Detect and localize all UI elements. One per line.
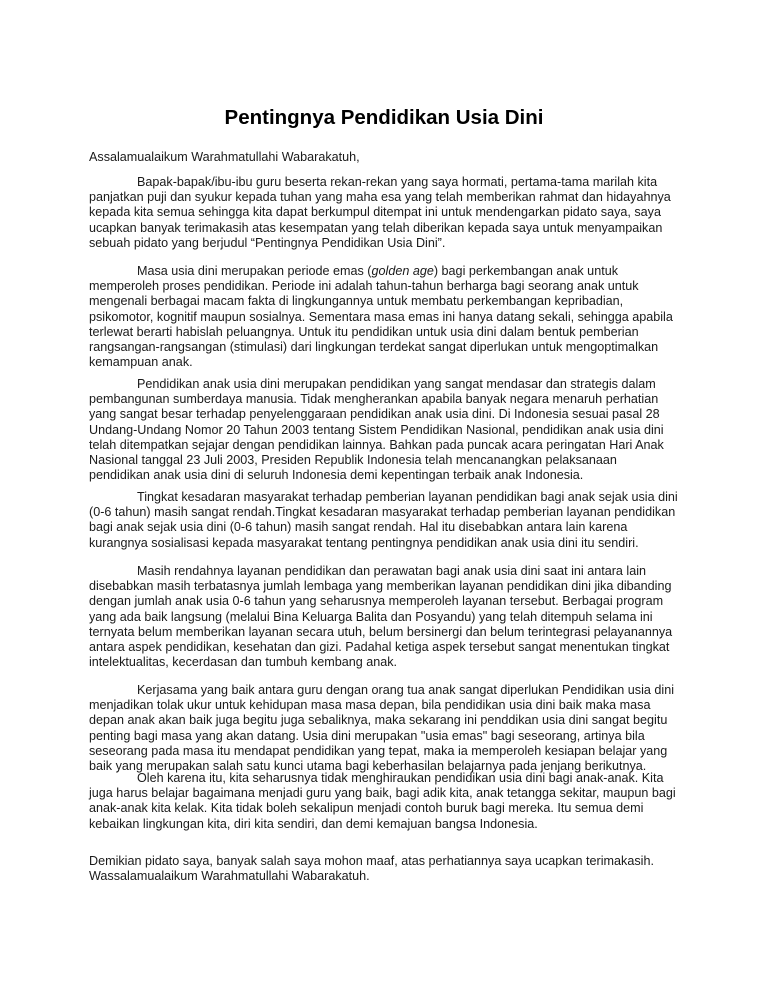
paragraph-line: antara aspek pendidikan, kesehatan dan gizi. Padahal ketiga aspek tersebut sangat menentukan tingkat bbox=[89, 639, 670, 654]
paragraph-line: yang ada baik langsung (melalui Bina Keluarga Balita dan Posyandu) yang telah ditempuh selama ini bbox=[89, 609, 653, 624]
paragraph-line: baik yang merupakan salah satu kunci utama bagi keberhasilan belajarnya pada jenjang berikutnya. bbox=[89, 758, 647, 773]
paragraph-line: bagi anak sejak usia dini (0-6 tahun) masih sangat rendah. Hal itu disebabkan antara lain karena bbox=[89, 520, 628, 535]
paragraph-line bbox=[89, 264, 709, 279]
paragraph-7 bbox=[89, 771, 709, 832]
paragraph-line: ucapkan banyak terimakasih atas kesempatan yang telah diberikan kepada saya untuk menyampaikan bbox=[89, 220, 663, 235]
paragraph-line: Oleh karena itu, kita seharusnya tidak menghiraukan pendidikan usia dini bagi anak-anak. Kita bbox=[137, 771, 664, 785]
paragraph-line: Pendidikan anak usia dini merupakan pendidikan yang sangat mendasar dan strategis dalam bbox=[137, 377, 656, 391]
paragraph-2 bbox=[89, 264, 709, 370]
greeting bbox=[89, 150, 709, 165]
paragraph-line: yang sangat besar terhadap penyelenggaraan pendidikan anak usia dini. Di Indonesia sesuai pasal 28 bbox=[89, 407, 660, 422]
paragraph-line: pendidikan anak usia dini di seluruh Indonesia demi kepentingan terbaik anak Indonesia. bbox=[89, 468, 584, 483]
paragraph-6 bbox=[89, 683, 709, 774]
paragraph-line: (0-6 tahun) masih sangat rendah.Tingkat kesadaran masyarakat terhadap pemberian layanan pendidikan bbox=[89, 505, 676, 520]
paragraph-line: anak-anak kita kelak. Kita tidak boleh sekalipun menjadi contoh buruk bagi mereka. Itu semua demi bbox=[89, 801, 644, 816]
paragraph-line: Tingkat kesadaran masyarakat terhadap pemberian layanan pendidikan bagi anak sejak usia dini bbox=[137, 490, 678, 504]
paragraph-line: dengan jumlah anak usia 0-6 tahun yang seharusnya memperoleh layanan tersebut. Berbagai program bbox=[89, 594, 664, 609]
paragraph-line: kurangnya sosialisasi kepada masyarakat tentang pentingnya pendidikan anak usia dini itu sendiri. bbox=[89, 535, 639, 550]
paragraph-line: panjatkan puji dan syukur kepada tuhan yang maha esa yang telah memberikan rahmat dan hidayahnya bbox=[89, 190, 671, 205]
paragraph-line: Undang-Undang Nomor 20 Tahun 2003 tentang Sistem Pendidikan Nasional, pendidikan anak usia dini bbox=[89, 422, 664, 437]
italic-term: golden age bbox=[371, 264, 434, 278]
document-title: Pentingnya Pendidikan Usia Dini bbox=[224, 106, 544, 129]
paragraph-line: juga harus belajar bagaimana menjadi guru yang baik, bagi adik kita, anak tetangga sekitar, maupun bagi bbox=[89, 786, 676, 801]
paragraph-5 bbox=[89, 564, 709, 670]
paragraph-line: kepada kita semua sehingga kita dapat berkumpul ditempat ini untuk mendengarkan pidato saya, saya bbox=[89, 205, 661, 220]
closing bbox=[89, 854, 709, 884]
paragraph-line: Kerjasama yang baik antara guru dengan orang tua anak sangat diperlukan Pendidikan usia dini bbox=[137, 683, 675, 697]
paragraph-line: memperoleh proses pendidikan. Periode ini adalah tahun-tahun berharga bagi seorang anak untuk bbox=[89, 279, 639, 294]
paragraph-line: kemampuan anak. bbox=[89, 355, 193, 370]
text-span: Masa usia dini merupakan periode emas ( bbox=[137, 264, 372, 278]
greeting-text: Assalamualaikum Warahmatullahi Wabarakatuh, bbox=[89, 150, 360, 164]
paragraph-line: seseorang pada masa itu mendapat pendidikan yang tepat, maka ia memperoleh kesiapan belajar yang bbox=[89, 743, 668, 758]
paragraph-line: terlewat berarti habislah peluangnya. Untuk itu pendidikan untuk usia dini dalam bentuk pemberian bbox=[89, 324, 639, 339]
paragraph-line: intelektualitas, kecerdasan dan tumbuh kembang anak. bbox=[89, 655, 398, 670]
paragraph-line: telah ditempatkan sejajar dengan pendidikan lainnya. Bahkan pada puncak acara peringatan Hari Anak bbox=[89, 437, 664, 452]
paragraph-line: penting bagi masa yang akan datang. Usia dini merupakan "usia emas" bagi seseorang, artinya bila bbox=[89, 728, 645, 743]
paragraph-line: rangsangan-rangsangan (stimulasi) dari lingkungan terdekat sangat diperlukan untuk mengoptimalkan bbox=[89, 339, 659, 354]
paragraph-line: depan anak akan baik juga begitu juga sebaliknya, maka sekarang ini penddikan usia dini sangat begitu bbox=[89, 713, 668, 728]
paragraph-line: sebuah pidato yang berjudul “Pentingnya Pendidikan Usia Dini”. bbox=[89, 235, 446, 250]
paragraph-line: ternyata belum memberikan layanan secara utuh, belum bersinergi dan belum terintegrasi pelayanannya bbox=[89, 624, 673, 639]
paragraph-line: menjadikan tolak ukur untuk kehidupan masa masa depan, bila pendidikan usia dini baik maka masa bbox=[89, 698, 651, 713]
paragraph-3 bbox=[89, 377, 709, 483]
paragraph-line: psikomotor, kognitif maupun sosialnya. Sementara masa emas ini hanya datang sekali, sehingga apabila bbox=[89, 309, 673, 324]
closing-line: Demikian pidato saya, banyak salah saya mohon maaf, atas perhatiannya saya ucapkan terimakasih. bbox=[89, 854, 654, 868]
paragraph-line: pembangunan sumberdaya manusia. Tidak mengherankan apabila banyak negara menaruh perhatian bbox=[89, 392, 659, 407]
paragraph-line: mengenali berbagai macam fakta di lingkungannya untuk membatu perkembangan kepribadian, bbox=[89, 294, 624, 309]
text-span: ) bagi perkembangan anak untuk bbox=[433, 264, 618, 278]
paragraph-line: disebabkan masih terbatasnya jumlah lembaga yang memberikan layanan pendidikan dini jika dibanding bbox=[89, 579, 672, 594]
paragraph-4 bbox=[89, 490, 709, 551]
paragraph-line: kebaikan lingkungan kita, diri kita sendiri, dan demi kemajuan bangsa Indonesia. bbox=[89, 816, 538, 831]
paragraph-line: Bapak-bapak/ibu-ibu guru beserta rekan-rekan yang saya hormati, pertama-tama marilah kita bbox=[137, 175, 658, 189]
paragraph-line: Masih rendahnya layanan pendidikan dan perawatan bagi anak usia dini saat ini antara lain bbox=[137, 564, 647, 578]
closing-line: Wassalamualaikum Warahmatullahi Wabarakatuh. bbox=[89, 869, 370, 884]
paragraph-line: Nasional tanggal 23 Juli 2003, Presiden Republik Indonesia telah mencanangkan pelaksanaan bbox=[89, 452, 617, 467]
paragraph-1 bbox=[89, 175, 709, 251]
